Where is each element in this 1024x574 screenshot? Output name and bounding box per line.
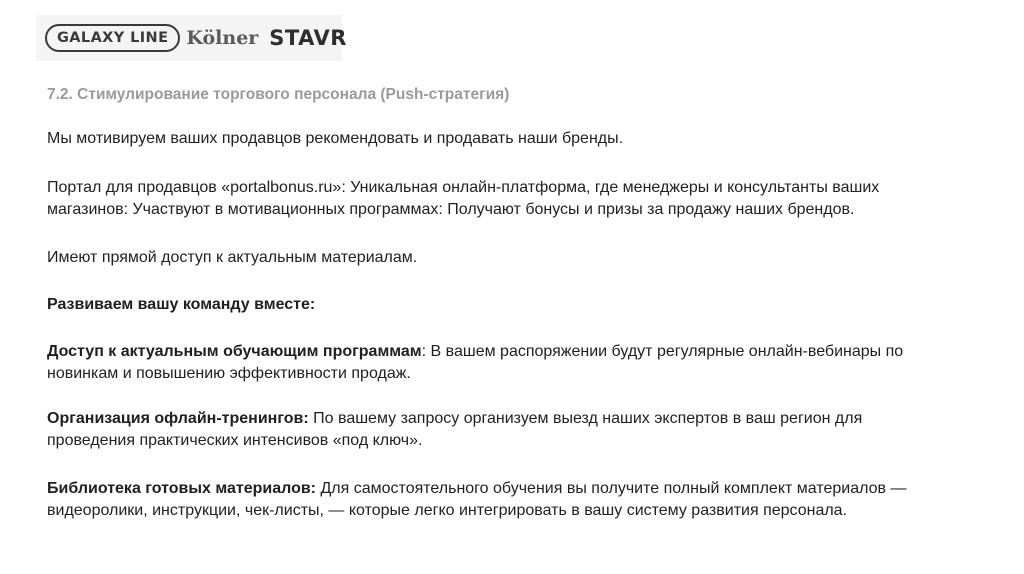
intro-text: Мы мотивируем ваших продавцов рекомендовать и продавать наши бренды.	[47, 130, 624, 147]
section-heading: 7.2. Стимулирование торгового персонала (Push-стратегия)	[47, 86, 510, 103]
training-programs-text-2: новинкам и повышению эффективности продаж.	[47, 365, 411, 382]
galaxy-line-logo: GALAXY LINE	[45, 24, 180, 52]
training-programs-text-1: : В вашем распоряжении будут регулярные онлайн-вебинары по	[421, 343, 904, 360]
offline-trainings-text-2: проведения практических интенсивов «под ключ».	[47, 432, 423, 449]
training-programs-title: Доступ к актуальным обучающим программам	[47, 343, 422, 360]
stavr-logo: STAVR	[269, 26, 347, 50]
portal-paragraph	[47, 177, 997, 221]
library-text-2: видеоролики, инструкции, чек-листы, — которые легко интегрировать в вашу систему развития персонала.	[47, 502, 848, 519]
brand-logos	[36, 15, 347, 61]
offline-trainings-paragraph	[47, 408, 997, 452]
offline-trainings-title: Организация офлайн-тренингов:	[47, 410, 309, 427]
library-title: Библиотека готовых материалов:	[47, 480, 317, 497]
library-paragraph	[47, 478, 997, 522]
access-text: Имеют прямой доступ к актуальным материалам.	[47, 249, 418, 266]
team-heading: Развиваем вашу команду вместе:	[47, 296, 316, 313]
library-text-1: Для самостоятельного обучения вы получите полный комплект материалов —	[316, 480, 907, 497]
offline-trainings-text-1: По вашему запросу организуем выезд наших экспертов в ваш регион для	[308, 410, 863, 427]
kolner-logo: Kölner	[186, 27, 259, 49]
portal-line-1: Портал для продавцов «portalbonus.ru»: Уникальная онлайн-платформа, где менеджеры и консультанты ваших	[47, 179, 880, 196]
training-programs-paragraph	[47, 341, 997, 385]
portal-line-2: магазинов: Участвуют в мотивационных программах: Получают бонусы и призы за продажу наших брендов.	[47, 201, 855, 218]
